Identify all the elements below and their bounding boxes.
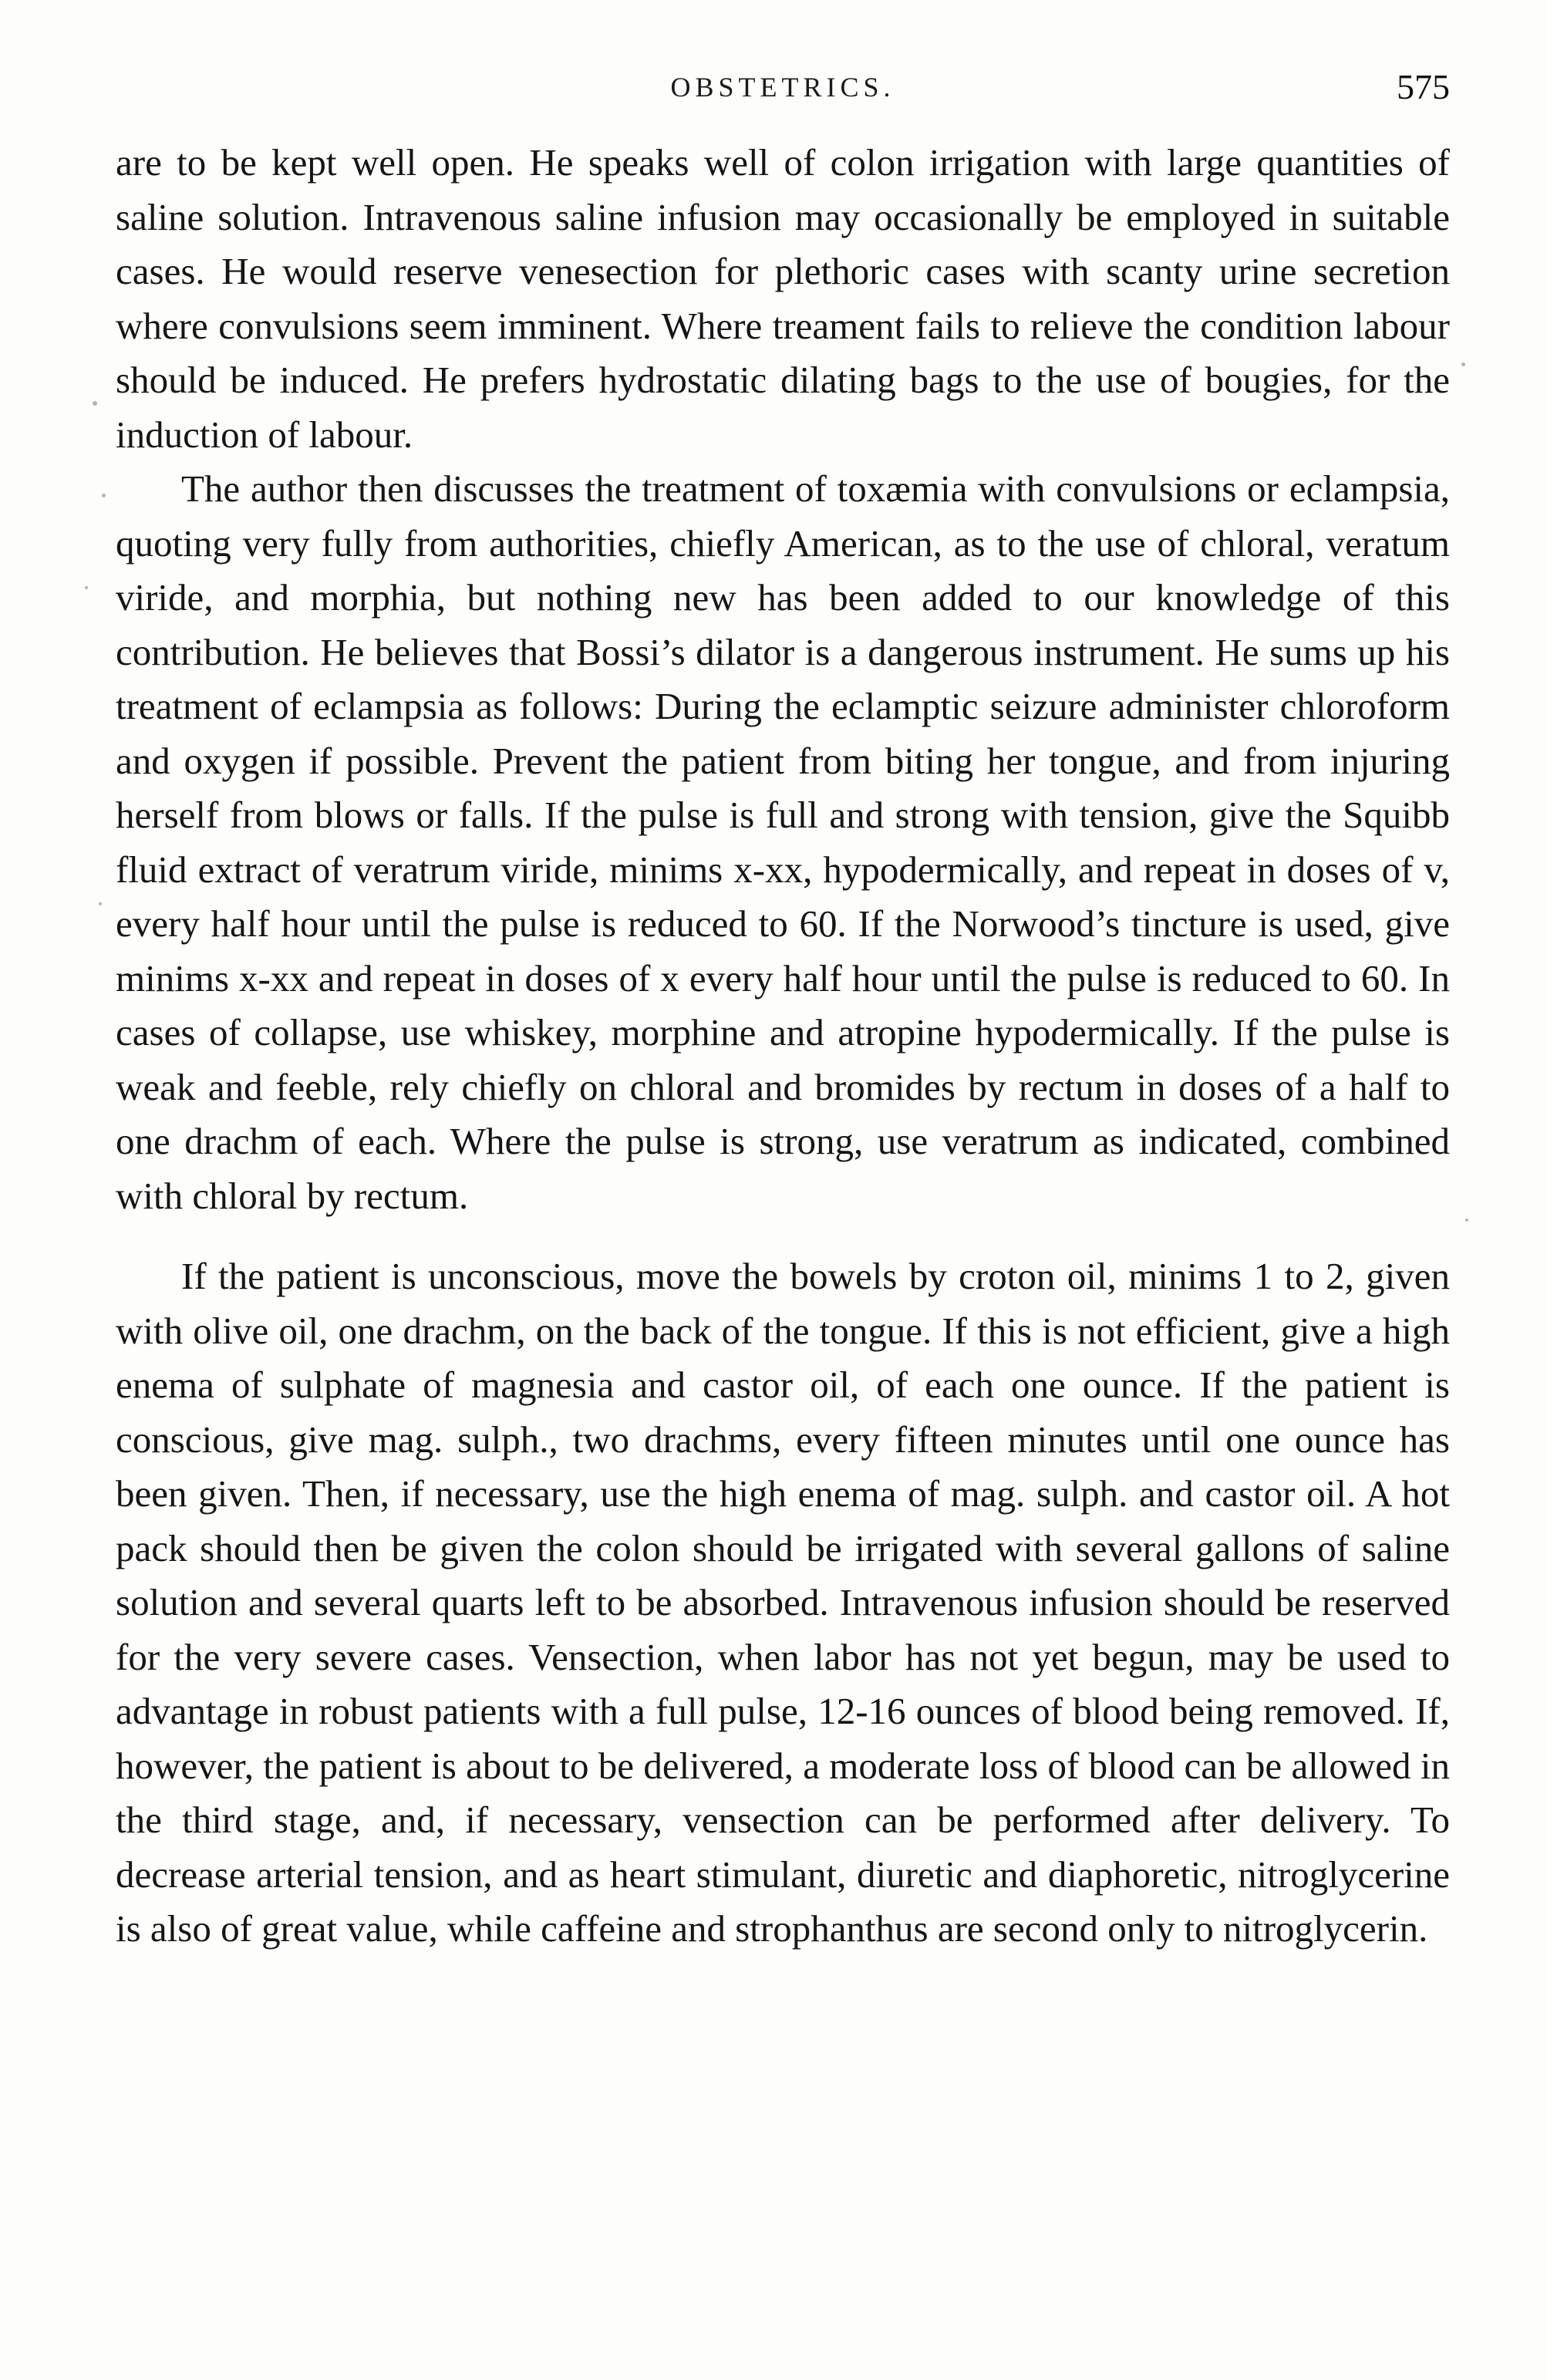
scan-speck bbox=[99, 902, 102, 905]
paragraph-eclampsia-treatment: The author then discusses the treatment of toxæmia with convulsions or eclampsia, quoting very fully from authorities, chiefly American, as to the use of chloral, veratum viride, and morphia, but nothing new has been added to our knowledge of this contribution. He believes that Bossi’s dilator is a dangerous instrument. He sums up his treatment of eclampsia as follows: During the eclamptic seizure administer chloroform and oxygen if possible. Prevent the patient from biting her tongue, and from injuring herself from blows or falls. If the pulse is full and strong with tension, give the Squibb fluid extract of veratrum viride, minims x-xx, hypodermically, and repeat in doses of v, every half hour until the pulse is reduced to 60. If the Norwood’s tincture is used, give minims x-xx and repeat in doses of x every half hour until the pulse is reduced to 60. In cases of collapse, use whiskey, morphine and atropine hypodermically. If the pulse is weak and feeble, rely chiefly on chloral and bromides by rectum in doses of a half to one drachm of each. Where the pulse is strong, use veratrum as indicated, combined with chloral by rectum. bbox=[116, 467, 1450, 1217]
scan-speck bbox=[85, 586, 88, 589]
scan-speck bbox=[1461, 362, 1465, 366]
scan-speck bbox=[93, 401, 97, 406]
page-header bbox=[116, 67, 1450, 125]
paragraph-continuation: are to be kept well open. He speaks well of colon irrigation with large quantities of saline solution. Intravenous saline infusion may occasionally be employed in suitable cases. He would reserve venesection for plethoric cases with scanty urine secretion where convulsions seem imminent. Where treament fails to relieve the condition labour should be induced. He prefers hydrostatic dilating bags to the use of bougies, for the induction of labour. bbox=[116, 141, 1450, 456]
scan-speck bbox=[102, 494, 106, 497]
running-title: OBSTETRICS. bbox=[670, 72, 895, 103]
paragraph-unconscious-patient: If the patient is unconscious, move the bowels by croton oil, minims 1 to 2, given with olive oil, one drachm, on the back of the tongue. If this is not efficient, give a high enema of sulphate of magnesia and castor oil, of each one ounce. If the patient is conscious, give mag. sulph., two drachms, every fifteen minutes until one ounce has been given. Then, if necessary, use the high enema of mag. sulph. and castor oil. A hot pack should then be given the colon should be irrigated with several gallons of saline solution and several quarts left to be absorbed. Intravenous infusion should be reserved for the very severe cases. Vensection, when labor has not yet begun, may be used to advantage in robust patients with a full pulse, 12-16 ounces of blood being removed. If, however, the patient is about to be delivered, a moderate loss of blood can be allowed in the third stage, and, if necessary, vensection can be performed after delivery. To decrease arterial tension, and as heart stimulant, diuretic and diaphoretic, nitroglycerine is also of great value, while caffeine and strophanthus are second only to nitroglycerin. bbox=[116, 1255, 1450, 1950]
scan-speck bbox=[1465, 1219, 1468, 1222]
page-number: 575 bbox=[1397, 67, 1450, 106]
body-text bbox=[116, 136, 1450, 1957]
